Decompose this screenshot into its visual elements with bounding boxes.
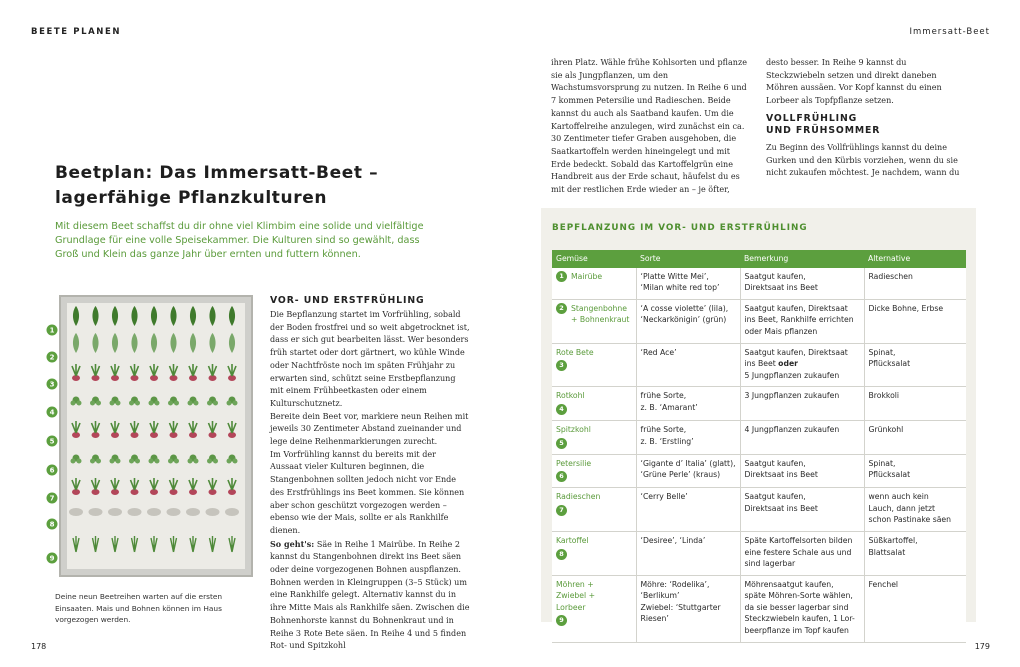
table-row bbox=[552, 268, 966, 300]
row-marker-label: 5 bbox=[49, 437, 55, 446]
row-marker-label: 4 bbox=[49, 408, 55, 417]
cell-gemuese bbox=[552, 454, 636, 488]
cell-gemuese bbox=[552, 575, 636, 642]
row-number-badge: 1 bbox=[556, 271, 567, 282]
text-column-3 bbox=[766, 57, 966, 180]
section-body bbox=[270, 309, 470, 653]
vegetable-name: Rote Bete bbox=[556, 347, 594, 357]
row-marker-label: 1 bbox=[49, 326, 55, 335]
cell-gemuese bbox=[552, 531, 636, 575]
page-number-right: 179 bbox=[974, 642, 990, 651]
row-number-badge: 6 bbox=[556, 471, 567, 482]
vegetable-name: Kartoffel bbox=[556, 535, 589, 545]
vegetable-name: Mairübe bbox=[571, 271, 603, 281]
paragraph-1: Die Bepflanzung startet im Vorfrühling, sobald der Boden frostfrei und so weit abgetrocknet ist, dass er sich gut bearbeiten lässt. Wer besonders früh startet oder dort gärtnert, wo kühle Winde oder Nachtfröste noch im späten Frühjahr zu erwarten sind, schützt seine Erstbepflanzung mit einem Frühbeetkasten oder einem Kulturschutznetz. bbox=[270, 310, 470, 408]
cell-alternative: Süßkartoffel, Blattsalat bbox=[864, 531, 966, 575]
so-gehts-label: So geht's: bbox=[270, 538, 315, 549]
paragraph-3: Im Vorfrühling kannst du bereits mit der Aussaat vieler Kulturen beginnen, die Stangenbohnen sollten jedoch nicht vor Ende des Erstfrühlings ins Beet kommen. Sie können aber schon geschützt vorgezogen werden – ebenso wie der Mais, sollte er als Rankhilfe dienen. bbox=[270, 449, 465, 535]
note-text: Saatgut kaufen, Direktsaat ins Beet bbox=[744, 347, 848, 369]
row-marker-label: 9 bbox=[49, 554, 55, 563]
vegetable-name: Rotkohl bbox=[556, 391, 585, 401]
row-number-badge: 8 bbox=[556, 549, 567, 560]
table-header-row bbox=[552, 250, 966, 268]
row-marker-label: 2 bbox=[49, 353, 55, 362]
planting-table-box bbox=[541, 208, 976, 636]
cell-alternative: Spinat, Pflücksalat bbox=[864, 343, 966, 387]
row-number-badge: 7 bbox=[556, 505, 567, 516]
cell-sorte: ‘A cosse violette’ (lila), ‘Neckarkönigin’ (grün) bbox=[636, 299, 740, 343]
cell-sorte: Möhre: ‘Rodelika’, ‘Berlikum’ Zwiebel: ‘Stuttgarter Riesen’ bbox=[636, 575, 740, 642]
row-number-badge: 5 bbox=[556, 438, 567, 449]
text-column-2: ihren Platz. Wähle frühe Kohlsorten und pflanze sie als Jungpflanzen, um den Wachstumsvorsprung zu nutzen. In Reihe 6 und 7 kommen Petersilie und Radieschen. Beide kannst du auch als Saatband kaufen. Um die Kartoffelreihe anzulegen, wird zunächst ein ca. 30 Zentimeter tiefer Graben ausgehoben, die Saatkartoffeln werden hineingelegt und mit Erde bedeckt. Sobald das Kartoffelgrün eine Handbreit aus der Erde schaut, häufelst du es mit der restlichen Erde wieder an – je öfter, bbox=[551, 58, 747, 195]
section-heading-vor-und-erstfruehling: VOR- UND ERSTFRÜHLING bbox=[270, 295, 425, 306]
cell-bemerkung: Saatgut kaufen, Direktsaat ins Beet bbox=[740, 454, 864, 488]
row-number-badge: 4 bbox=[556, 404, 567, 415]
cell-sorte: ‘Platte Witte Mei’, ‘Milan white red top’ bbox=[636, 268, 740, 300]
column3-paragraph-1: desto besser. In Reihe 9 kannst du Steckzwiebeln setzen und direkt daneben Möhren aussäen. Vor Kopf kannst du einen Lorbeer als Topfpflanze setzen. bbox=[766, 58, 942, 106]
cell-alternative: Spinat, Pflücksalat bbox=[864, 454, 966, 488]
cell-gemuese bbox=[552, 387, 636, 421]
cell-bemerkung: Saatgut kaufen, Direktsaat ins Beet bbox=[740, 488, 864, 532]
page-number-left: 178 bbox=[31, 642, 47, 651]
heading-line-1: VOLLFRÜHLING bbox=[766, 112, 858, 124]
heading-line-2: UND FRÜHSOMMER bbox=[766, 125, 881, 137]
cell-sorte: frühe Sorte, z. B. ‘Amarant’ bbox=[636, 387, 740, 421]
garden-bed-illustration bbox=[44, 292, 254, 582]
column-header: Gemüse bbox=[552, 250, 636, 268]
cell-gemuese bbox=[552, 488, 636, 532]
cell-bemerkung bbox=[740, 343, 864, 387]
cell-gemuese bbox=[552, 420, 636, 454]
cell-sorte: ‘Red Ace’ bbox=[636, 343, 740, 387]
table-row bbox=[552, 531, 966, 575]
illustration-caption: Deine neun Beetreihen warten auf die ersten Einsaaten. Mais und Bohnen können im Haus vorgezogen werden. bbox=[55, 592, 223, 624]
vegetable-name: Stangenbohne + Bohnenkraut bbox=[571, 303, 630, 325]
running-header-left: BEETE PLANEN bbox=[31, 27, 122, 37]
paragraph-2: Bereite dein Beet vor, markiere neun Reihen mit jeweils 30 Zentimeter Abstand zueinander und lege deine Reihenmarkierungen zurecht. bbox=[270, 411, 469, 447]
table-row bbox=[552, 454, 966, 488]
cell-alternative: Fenchel bbox=[864, 575, 966, 642]
section-heading-vollfruehling bbox=[766, 113, 966, 138]
garden-bed-drawing bbox=[44, 292, 254, 582]
column-header: Bemerkung bbox=[740, 250, 864, 268]
table-row bbox=[552, 575, 966, 642]
cell-bemerkung: Späte Kartoffelsorten bilden eine festere Schale aus und sind lagerbar bbox=[740, 531, 864, 575]
title-line-1: Beetplan: Das Immersatt-Beet – bbox=[55, 163, 379, 183]
vegetable-name: Spitzkohl bbox=[556, 424, 591, 434]
note-emphasis: oder bbox=[778, 359, 798, 369]
row-marker-label: 8 bbox=[49, 520, 55, 529]
page-title bbox=[55, 161, 475, 211]
cell-sorte: ‘Gigante d’ Italia’ (glatt), ‘Grüne Perle’ (kraus) bbox=[636, 454, 740, 488]
cell-alternative: Grünkohl bbox=[864, 420, 966, 454]
cell-sorte: ‘Desiree’, ‘Linda’ bbox=[636, 531, 740, 575]
cell-gemuese bbox=[552, 268, 636, 300]
paragraph-4: Säe in Reihe 1 Mairübe. In Reihe 2 kannst du Stangenbohnen direkt ins Beet säen oder deine vorgezogenen Bohnen auspflanzen. Bohnen werden in Kleingruppen (3–5 Stück) um eine Rankhilfe gelegt. Alternativ kannst du in ihre Mitte Mais als Rankhilfe säen. Zwischen die Bohnenhorste kannst du Bohnenkraut und in Reihe 3 Rote Bete säen. In Reihe 4 und 5 finden Rot- und Spitzkohl bbox=[270, 539, 470, 651]
planting-table bbox=[552, 250, 966, 643]
cell-bemerkung: Möhrensaatgut kaufen, späte Möhren-Sorte wählen, da sie besser lagerbar sind Steckzwiebeln kaufen, 1 Lor- beerpflanze im Topf kaufen bbox=[740, 575, 864, 642]
row-marker-label: 3 bbox=[49, 380, 55, 389]
column3-paragraph-2: Zu Beginn des Vollfrühlings kannst du deine Gurken und den Kürbis vorziehen, wenn du sie nicht zukaufen möchtest. Je nachdem, wann du bbox=[766, 142, 960, 178]
row-marker-label: 7 bbox=[49, 494, 55, 503]
cell-bemerkung: Saatgut kaufen, Direktsaat ins Beet bbox=[740, 268, 864, 300]
vegetable-name: Petersilie bbox=[556, 458, 592, 468]
table-row bbox=[552, 420, 966, 454]
vegetable-name: Radieschen bbox=[556, 492, 601, 502]
cell-sorte: frühe Sorte, z. B. ‘Erstling’ bbox=[636, 420, 740, 454]
column-header: Alternative bbox=[864, 250, 966, 268]
note-text: 5 Jungpflanzen zukaufen bbox=[744, 370, 840, 380]
table-row bbox=[552, 488, 966, 532]
bed-row bbox=[69, 508, 239, 516]
row-number-badge: 3 bbox=[556, 360, 567, 371]
cell-alternative: Dicke Bohne, Erbse bbox=[864, 299, 966, 343]
row-marker-label: 6 bbox=[49, 466, 55, 475]
row-number-badge: 9 bbox=[556, 615, 567, 626]
table-heading: BEPFLANZUNG IM VOR- UND ERSTFRÜHLING bbox=[552, 223, 808, 233]
cell-gemuese bbox=[552, 299, 636, 343]
running-header-right: Immersatt-Beet bbox=[909, 27, 990, 37]
cell-alternative: wenn auch kein Lauch, dann jetzt schon Pastinake säen bbox=[864, 488, 966, 532]
cell-gemuese bbox=[552, 343, 636, 387]
table-row bbox=[552, 387, 966, 421]
row-number-badge: 2 bbox=[556, 303, 567, 314]
cell-bemerkung: 4 Jungpflanzen zukaufen bbox=[740, 420, 864, 454]
cell-sorte: ‘Cerry Belle’ bbox=[636, 488, 740, 532]
title-line-2: lagerfähige Pflanzkulturen bbox=[55, 188, 328, 208]
table-row bbox=[552, 299, 966, 343]
text-column-1 bbox=[270, 295, 470, 653]
vegetable-name: Möhren + Zwiebel + Lorbeer bbox=[556, 579, 596, 612]
cell-bemerkung: Saatgut kaufen, Direktsaat ins Beet, Rankhilfe errichten oder Mais pflanzen bbox=[740, 299, 864, 343]
cell-alternative: Brokkoli bbox=[864, 387, 966, 421]
column-header: Sorte bbox=[636, 250, 740, 268]
cell-alternative: Radieschen bbox=[864, 268, 966, 300]
cell-bemerkung: 3 Jungpflanzen zukaufen bbox=[740, 387, 864, 421]
intro-text: Mit diesem Beet schaffst du dir ohne viel Klimbim eine solide und vielfältige Grundlage für eine volle Speisekammer. Die Kulturen sind so gewählt, dass Groß und Klein das ganze Jahr über ernten und futtern können. bbox=[55, 221, 424, 260]
table-row bbox=[552, 343, 966, 387]
